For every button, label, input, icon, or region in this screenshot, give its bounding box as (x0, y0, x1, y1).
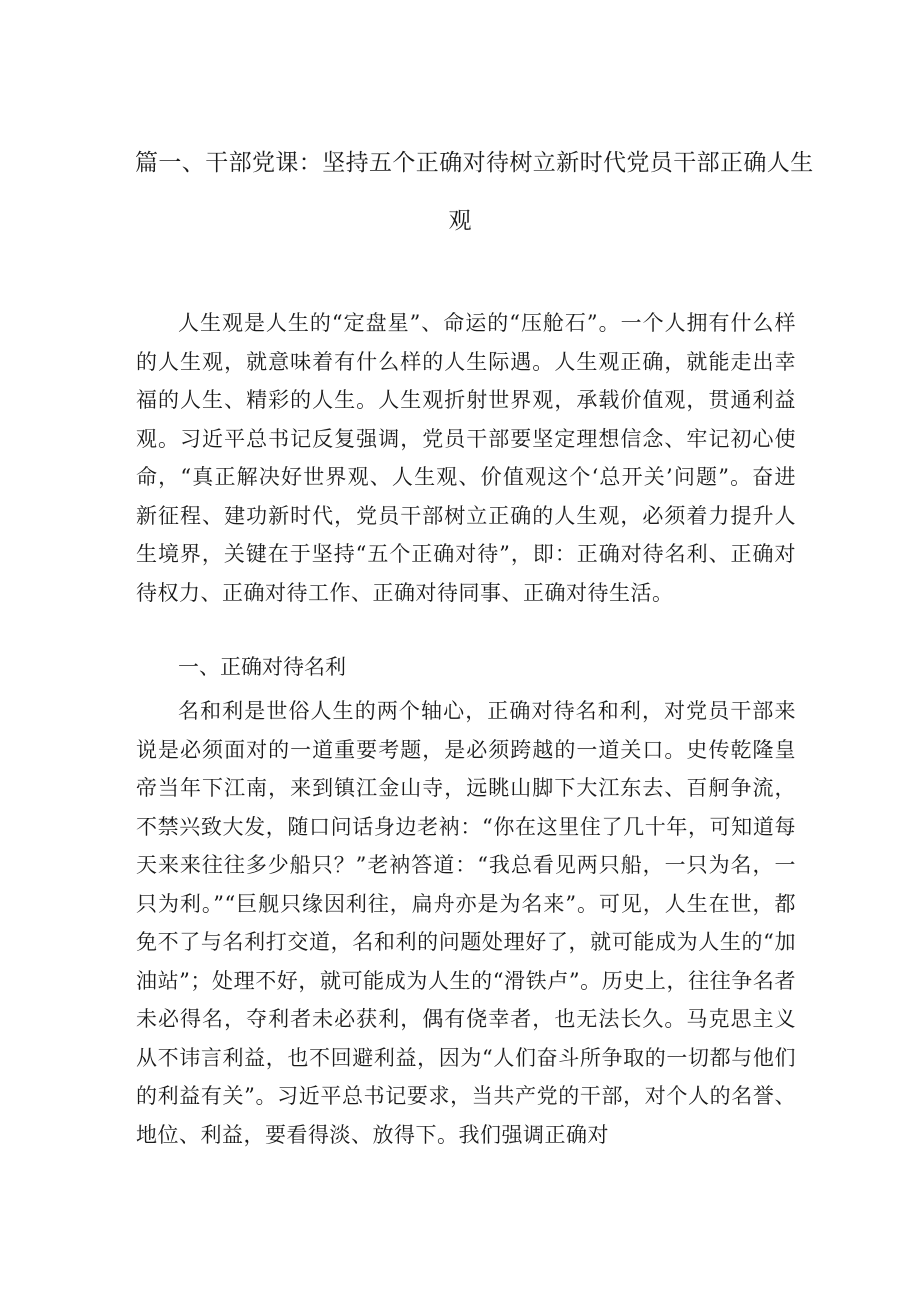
paragraph-section1: 名和利是世俗人生的两个轴心，正确对待名和利，对党员干部来说是必须面对的一道重要考题，是必须跨越的一道关口。史传乾隆皇帝当年下江南，来到镇江金山寺，远眺山脚下大江东去、百舸争流，不禁兴致大发，随口问话身边老衲：“你在这里住了几十年，可知道每天来来往往多少船只？”老衲答道：“我总看见两只船，一只为名，一只为利。”“巨舰只缘因利往，扁舟亦是为名来”。可见，人生在世，都免不了与名利打交道，名和利的问题处理好了，就可能成为人生的“加油站”；处理不好，就可能成为人生的“滑铁卢”。历史上，往往争名者未必得名，夺利者未必获利，偶有侥幸者，也无法长久。马克思主义从不讳言利益，也不回避利益，因为“人们奋斗所争取的一切都与他们的利益有关”。习近平总书记要求，当共产党的干部，对个人的名誉、地位、利益，要看得淡、放得下。我们强调正确对 (136, 699, 796, 1147)
document-title-line2: 观 (448, 208, 472, 234)
paragraph-intro: 人生观是人生的“定盘星”、命运的“压舱石”。一个人拥有什么样的人生观，就意味着有什么样的人生际遇。人生观正确，就能走出幸福的人生、精彩的人生。人生观折射世界观，承载价值观，贯通利益观。习近平总书记反复强调，党员干部要坚定理想信念、牢记初心使命，“真正解决好世界观、人生观、价值观这个‘总开关’问题”。奋进新征程、建功新时代，党员干部树立正确的人生观，必须着力提升人生境界，关键在于坚持“五个正确对待”，即：正确对待名利、正确对待权力、正确对待工作、正确对待同事、正确对待生活。 (136, 311, 796, 605)
section-heading-1: 一、正确对待名利 (178, 655, 346, 679)
document-title-line1: 篇一、干部党课：坚持五个正确对待树立新时代党员干部正确人生 (135, 150, 814, 176)
